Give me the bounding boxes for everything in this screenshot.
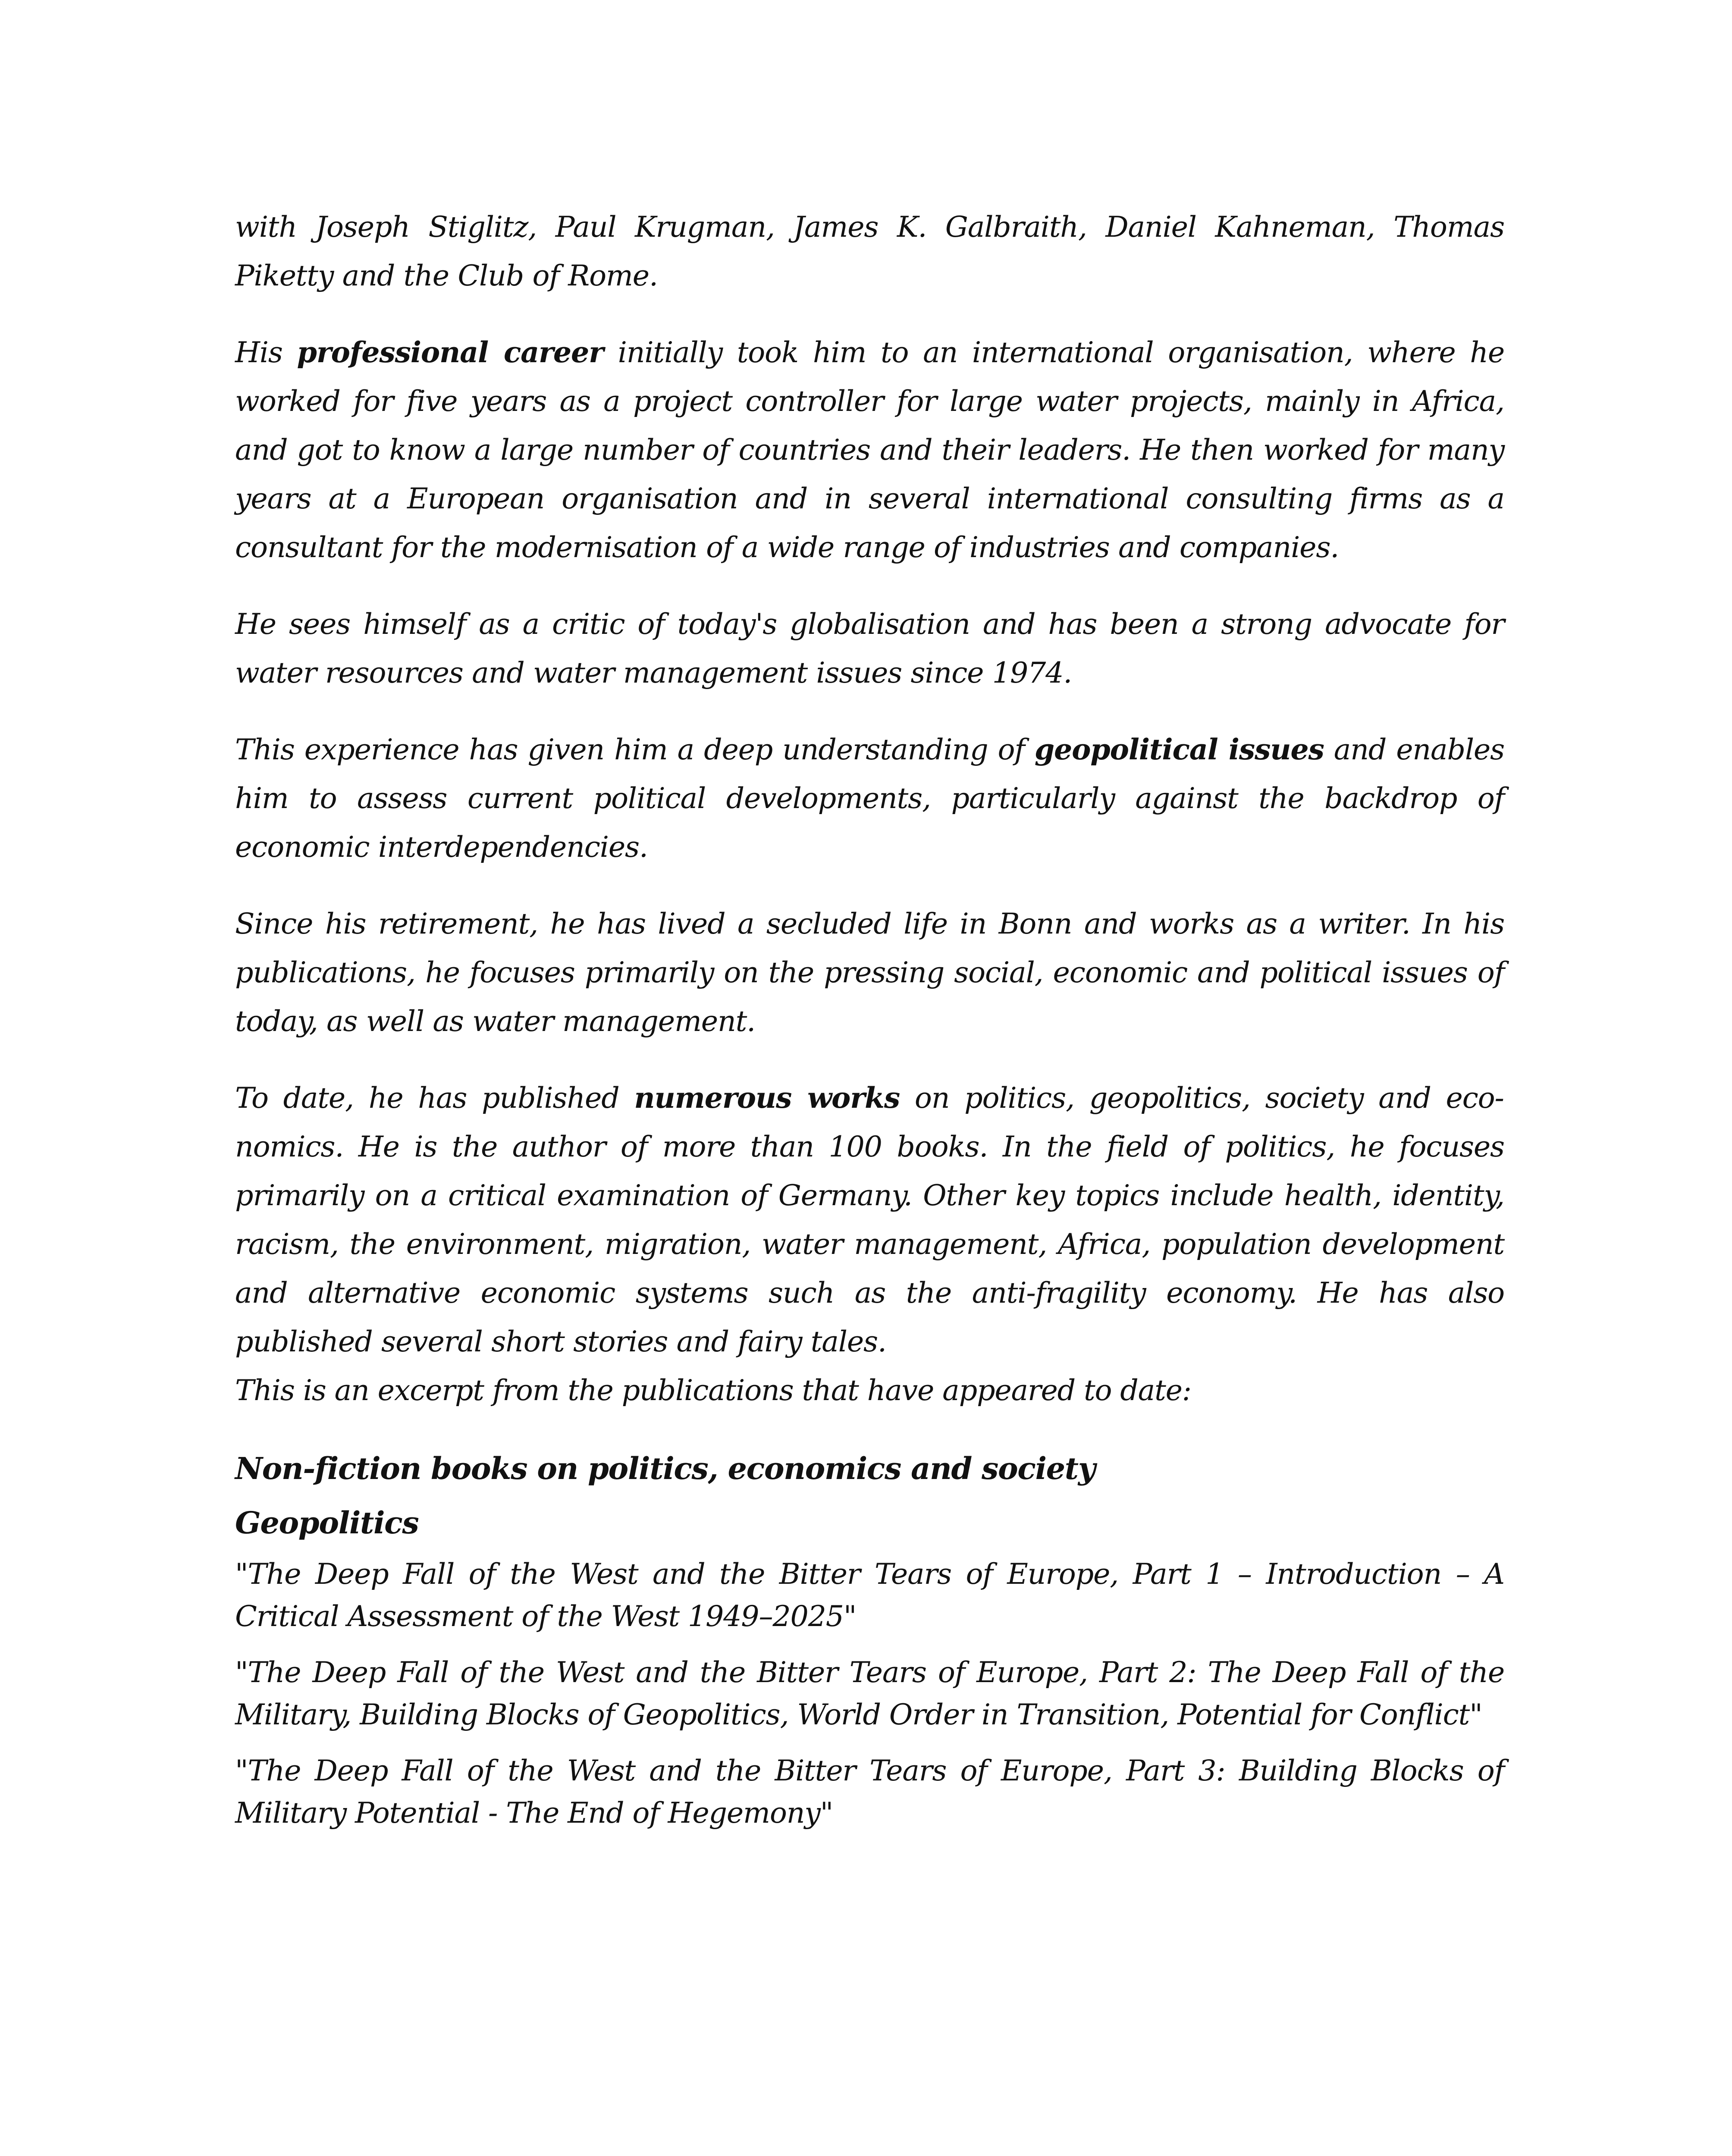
paragraph: [235, 1074, 1504, 1366]
paragraph-text: To date, he has published: [235, 1081, 634, 1115]
paragraph-text: His: [235, 335, 297, 369]
page-content: [235, 203, 1504, 1848]
bold-phrase: geopolitical issues: [1034, 733, 1324, 766]
paragraph: [235, 600, 1504, 697]
excerpt-intro: This is an excerpt from the publications that have appeared to date:: [235, 1373, 1191, 1407]
paragraph: [235, 328, 1504, 572]
paragraph-text: and enables him to assess current political developments, particularly against the backdrop of economic interdependencies.: [235, 733, 1504, 864]
section-heading: Non-fiction books on politics, economics and society: [235, 1451, 1095, 1486]
bold-phrase: numerous works: [634, 1081, 900, 1115]
book-title: "The Deep Fall of the West and the Bitter Tears of Europe, Part 3: Building Blocks of Military Potential - The End of Hegemony": [235, 1754, 1504, 1830]
paragraph: [235, 725, 1504, 871]
paragraph-text: Since his retirement, he has lived a secluded life in Bonn and works as a writer. In his publications, he focuses primarily on the pressing social, economic and political issues of today, as well as water management.: [235, 907, 1504, 1038]
paragraph-text: This experience has given him a deep understanding of: [235, 733, 1035, 766]
paragraph-text: He sees himself as a critic of today's globalisation and has been a strong advocate for water resources and water management issues since 1974.: [235, 607, 1504, 689]
subsection-heading: Geopolitics: [235, 1505, 419, 1541]
book-title: "The Deep Fall of the West and the Bitter Tears of Europe, Part 1 – Introduction – A Critical Assessment of the West 1949–2025": [235, 1557, 1504, 1633]
biography-text: [235, 203, 1504, 1366]
book-title: "The Deep Fall of the West and the Bitter Tears of Europe, Part 2: The Deep Fall of the Military, Building Blocks of Geopolitics, World Order in Transition, Potential for Conflict": [235, 1655, 1504, 1731]
paragraph-text: initially took him to an international organisation, where he worked for five years as a project controller for large water projects, mainly in Africa, and got to know a large number of countries and their leaders. He then worked for many years at a European organisation and in several international consulting firms as a consultant for the modernisation of a wide range of industries and companies.: [235, 335, 1504, 564]
paragraph: [235, 203, 1504, 300]
paragraph: [235, 899, 1504, 1046]
paragraph-text: with Joseph Stiglitz, Paul Krugman, James K. Galbraith, Daniel Kahneman, Thomas Piketty and the Club of Rome.: [235, 210, 1504, 292]
bold-phrase: professional career: [297, 335, 603, 369]
book-list: [235, 1553, 1504, 1834]
paragraph-text: on politics, geopolitics, society and economics. He is the author of more than 100 books. In the field of politics, he focuses primarily on a critical examination of Germany. Other key topics include health, identity, racism, the environment, migration, water management, Africa, population development and alternative economic systems such as the anti-fragility economy. He has also published several short stories and fairy tales.: [235, 1081, 1504, 1358]
